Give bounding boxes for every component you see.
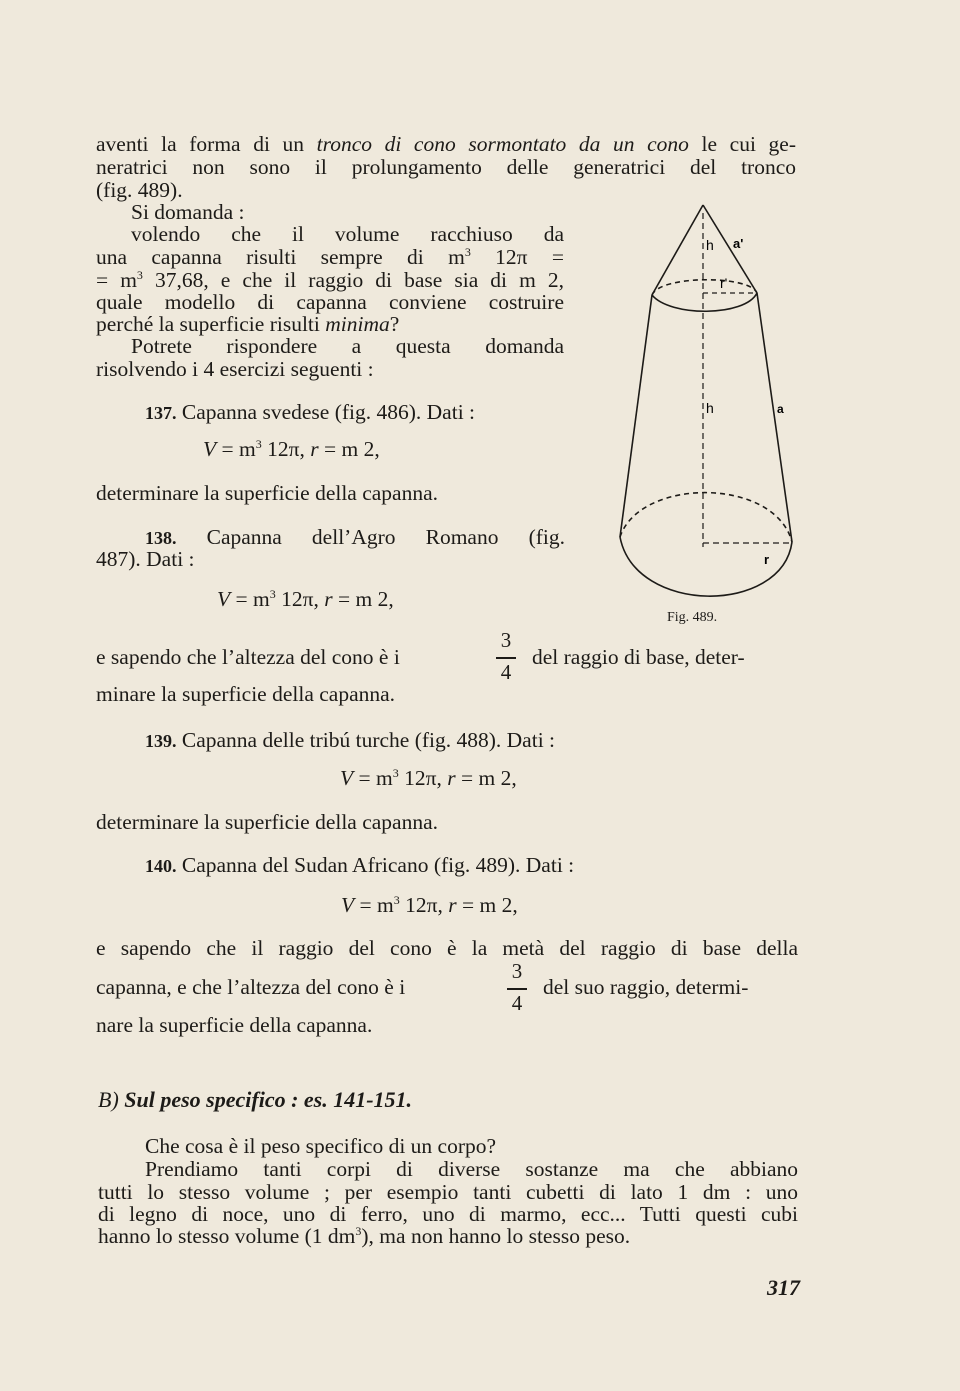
exercise-title: Capanna svedese (fig. 486). Dati : xyxy=(176,400,476,424)
exercise-140-task-2c: del suo raggio, determi- xyxy=(543,975,749,999)
exercise-138-task-1a: e sapendo che l’altezza del cono è i xyxy=(96,645,400,669)
var-v: V xyxy=(217,587,231,611)
superscript: 3 xyxy=(392,766,399,780)
exercise-139-task: determinare la superficie della capanna. xyxy=(96,810,439,834)
exercise-140-task-3: nare la superficie della capanna. xyxy=(96,1013,373,1037)
var-r: r xyxy=(448,893,457,917)
exercise-140-task-2a: capanna, e che l’altezza del cono è i xyxy=(96,975,406,999)
var-r: r xyxy=(324,587,333,611)
var-v: V xyxy=(203,437,217,461)
text: = m xyxy=(216,437,256,461)
exercise-number: 138. xyxy=(145,528,177,548)
exercise-title: Capanna del Sudan Africano (fig. 489). Dati : xyxy=(176,853,575,877)
question-line-4 xyxy=(96,268,564,292)
exercise-138-formula xyxy=(217,587,394,611)
text: aventi la forma di un xyxy=(96,132,317,156)
fraction-bar xyxy=(496,657,516,659)
exercise-137-formula xyxy=(203,437,380,461)
label-h-bottom: h xyxy=(706,400,714,416)
question-line-6 xyxy=(96,312,399,336)
page-number: 317 xyxy=(767,1275,800,1300)
section-b-heading xyxy=(98,1088,412,1112)
var-r: r xyxy=(310,437,319,461)
fraction-numerator: 3 xyxy=(500,628,512,652)
exercise-140-formula xyxy=(341,893,518,917)
section-letter: B) xyxy=(98,1087,125,1112)
exercise-139-formula xyxy=(340,766,517,790)
figure-caption: Fig. 489. xyxy=(667,610,718,625)
label-r-bottom: r xyxy=(764,552,770,567)
intro-line-2: neratrici non sono il prolungamento delle generatrici del tronco xyxy=(96,155,796,179)
text: hanno lo stesso volume (1 dm xyxy=(98,1224,356,1248)
text: le cui ge- xyxy=(688,132,796,156)
exercise-137-task: determinare la superficie della capanna. xyxy=(96,481,439,505)
italic-text: tronco di cono sormontato da un cono xyxy=(316,132,689,156)
section-b-line-5 xyxy=(98,1224,630,1248)
question-line-5: quale modello di capanna conviene costruire xyxy=(96,290,564,314)
text: 12π = xyxy=(470,245,564,269)
exercise-number: 140. xyxy=(145,856,177,876)
text: 12π, xyxy=(261,437,311,461)
section-title: Sul peso specifico : es. 141-151. xyxy=(124,1087,413,1112)
text: 37,68, e che il raggio di base sia di m 2, xyxy=(142,268,564,292)
fraction-bar xyxy=(507,988,527,990)
base-ellipse-back xyxy=(620,493,792,542)
question-line-8: risolvendo i 4 esercizi seguenti : xyxy=(96,357,374,381)
exercise-140-title xyxy=(145,853,574,878)
superscript: 3 xyxy=(269,587,276,601)
superscript: 3 xyxy=(355,1224,362,1238)
text: = m 2, xyxy=(318,437,380,461)
intro-line-1 xyxy=(96,132,796,156)
question-line-3 xyxy=(96,245,564,269)
text: = m xyxy=(353,766,393,790)
text: = m xyxy=(230,587,270,611)
text: = m xyxy=(96,268,137,292)
label-h-top: h xyxy=(706,237,714,253)
text: perché la superficie risulti xyxy=(96,312,326,336)
superscript: 3 xyxy=(393,893,400,907)
var-v: V xyxy=(340,766,354,790)
question-line-2: volendo che il volume racchiuso da xyxy=(131,222,564,246)
exercise-137-title xyxy=(145,400,475,425)
fraction-numerator: 3 xyxy=(511,959,523,983)
exercise-number: 139. xyxy=(145,731,177,751)
var-r: r xyxy=(447,766,456,790)
section-b-line-4: di legno di noce, uno di ferro, uno di marmo, ecc... Tutti questi cubi xyxy=(98,1202,798,1226)
text: ? xyxy=(389,312,400,336)
fraction-denominator: 4 xyxy=(500,660,512,684)
exercise-139-title xyxy=(145,728,555,753)
section-b-line-1: Che cosa è il peso specifico di un corpo? xyxy=(145,1134,497,1158)
fraction-denominator: 4 xyxy=(511,991,523,1015)
frustum-left-edge xyxy=(620,295,652,537)
upper-ellipse-front xyxy=(652,293,757,311)
text: 12π, xyxy=(399,893,449,917)
text: una capanna risulti sempre di m xyxy=(96,245,465,269)
label-a-top: a' xyxy=(733,236,744,251)
exercise-138-title xyxy=(145,525,565,550)
superscript: 3 xyxy=(464,245,471,259)
text: 12π, xyxy=(275,587,325,611)
label-r-top: r' xyxy=(720,275,728,291)
text: ), ma non hanno lo stesso peso. xyxy=(361,1224,631,1248)
question-intro: Si domanda : xyxy=(131,200,245,224)
superscript: 3 xyxy=(255,437,262,451)
intro-line-3: (fig. 489). xyxy=(96,178,183,202)
exercise-138-title-2: 487). Dati : xyxy=(96,547,195,571)
question-line-7: Potrete rispondere a questa domanda xyxy=(131,334,564,358)
exercise-138-task-1c: del raggio di base, deter- xyxy=(532,645,745,669)
label-a-bottom: a xyxy=(777,402,784,416)
exercise-title: Capanna dell’Agro Romano (fig. xyxy=(176,525,565,549)
exercise-140-task-1: e sapendo che il raggio del cono è la metà del raggio di base della xyxy=(96,936,798,960)
frustum-right-edge xyxy=(757,293,792,542)
var-v: V xyxy=(341,893,355,917)
exercise-title: Capanna delle tribú turche (fig. 488). Dati : xyxy=(176,728,556,752)
text: = m 2, xyxy=(455,766,517,790)
figure-489-hut-diagram xyxy=(600,195,805,615)
exercise-number: 137. xyxy=(145,403,177,423)
italic-text: minima xyxy=(325,312,390,336)
section-b-line-2: Prendiamo tanti corpi di diverse sostanze ma che abbiano xyxy=(145,1157,798,1181)
superscript: 3 xyxy=(136,268,143,282)
section-b-line-3: tutti lo stesso volume ; per esempio tanti cubetti di lato 1 dm : uno xyxy=(98,1180,798,1204)
text: = m xyxy=(354,893,394,917)
text: = m 2, xyxy=(332,587,394,611)
exercise-138-task-2: minare la superficie della capanna. xyxy=(96,682,396,706)
text: 12π, xyxy=(398,766,448,790)
text: = m 2, xyxy=(456,893,518,917)
